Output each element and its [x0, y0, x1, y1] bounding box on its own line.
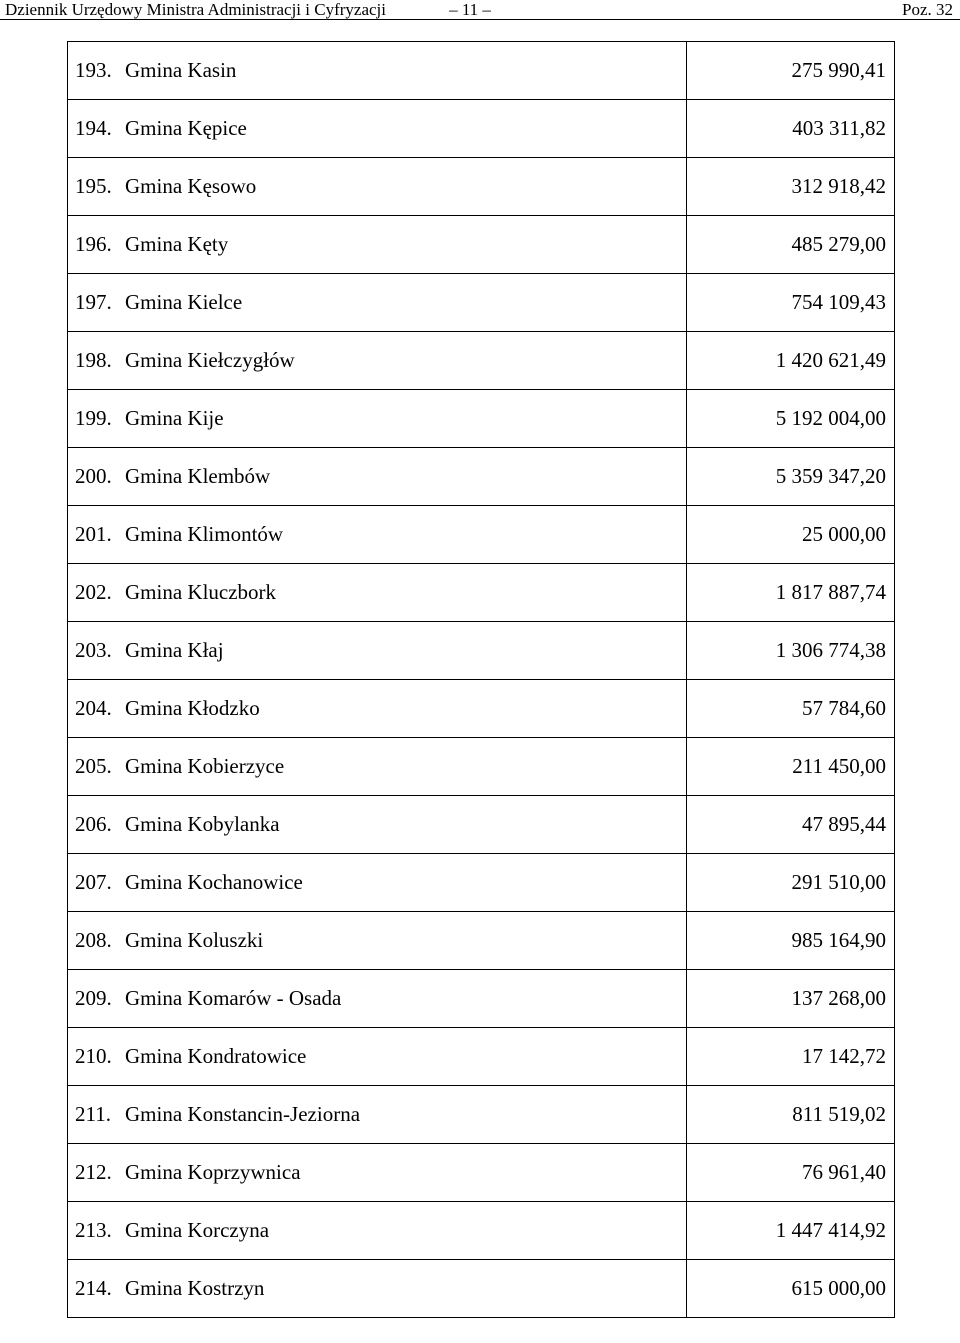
- amount-cell: 615 000,00: [687, 1260, 895, 1318]
- table-row: [68, 1028, 895, 1086]
- municipality-name: Gmina Kępice: [125, 116, 247, 140]
- row-number: 203.: [75, 638, 112, 662]
- row-number: 201.: [75, 522, 112, 546]
- row-number: 199.: [75, 406, 112, 430]
- row-number: 205.: [75, 754, 112, 778]
- municipality-cell: [68, 854, 687, 912]
- municipality-cell: [68, 680, 687, 738]
- page-header: [0, 0, 960, 20]
- row-number: 200.: [75, 464, 112, 488]
- municipality-cell: [68, 912, 687, 970]
- municipality-cell: [68, 1028, 687, 1086]
- amount-cell: 1 306 774,38: [687, 622, 895, 680]
- page-number: – 11 –: [449, 0, 491, 19]
- municipality-name: Gmina Kiełczygłów: [125, 348, 295, 372]
- municipality-name: Gmina Klembów: [125, 464, 271, 488]
- table-row: [68, 100, 895, 158]
- municipality-name: Gmina Konstancin-Jeziorna: [125, 1102, 361, 1126]
- amount-cell: 17 142,72: [687, 1028, 895, 1086]
- table-row: [68, 158, 895, 216]
- municipality-name: Gmina Kondratowice: [125, 1044, 307, 1068]
- table-row: [68, 738, 895, 796]
- municipality-name: Gmina Kobierzyce: [125, 754, 285, 778]
- municipality-cell: [68, 216, 687, 274]
- row-number: 206.: [75, 812, 112, 836]
- amount-cell: 312 918,42: [687, 158, 895, 216]
- row-number: 209.: [75, 986, 112, 1010]
- row-number: 212.: [75, 1160, 112, 1184]
- municipality-cell: [68, 564, 687, 622]
- amount-cell: 811 519,02: [687, 1086, 895, 1144]
- municipality-name: Gmina Kochanowice: [125, 870, 303, 894]
- municipality-cell: [68, 1086, 687, 1144]
- amount-cell: 754 109,43: [687, 274, 895, 332]
- amount-cell: 1 420 621,49: [687, 332, 895, 390]
- row-number: 194.: [75, 116, 112, 140]
- municipality-name: Gmina Kasin: [125, 58, 237, 82]
- municipality-name: Gmina Kije: [125, 406, 224, 430]
- municipality-cell: [68, 448, 687, 506]
- municipality-name: Gmina Kobylanka: [125, 812, 280, 836]
- amount-cell: 1 447 414,92: [687, 1202, 895, 1260]
- table-row: [68, 912, 895, 970]
- municipality-name: Gmina Kluczbork: [125, 580, 277, 604]
- municipality-name: Gmina Kęsowo: [125, 174, 257, 198]
- municipality-name: Gmina Koprzywnica: [125, 1160, 301, 1184]
- municipality-cell: [68, 796, 687, 854]
- municipality-cell: [68, 274, 687, 332]
- municipality-cell: [68, 42, 687, 100]
- municipality-cell: [68, 970, 687, 1028]
- amount-cell: 485 279,00: [687, 216, 895, 274]
- table-row: [68, 274, 895, 332]
- table-row: [68, 506, 895, 564]
- municipality-name: Gmina Kłaj: [125, 638, 224, 662]
- table-row: [68, 796, 895, 854]
- allocation-table: [67, 41, 895, 1318]
- amount-cell: 1 817 887,74: [687, 564, 895, 622]
- table-row: [68, 1202, 895, 1260]
- row-number: 208.: [75, 928, 112, 952]
- table-row: [68, 1260, 895, 1318]
- amount-cell: 47 895,44: [687, 796, 895, 854]
- table-row: [68, 680, 895, 738]
- amount-cell: 275 990,41: [687, 42, 895, 100]
- municipality-cell: [68, 506, 687, 564]
- amount-cell: 76 961,40: [687, 1144, 895, 1202]
- municipality-cell: [68, 390, 687, 448]
- header-divider: [0, 19, 960, 20]
- position-number: Poz. 32: [902, 0, 953, 19]
- municipality-name: Gmina Kostrzyn: [125, 1276, 265, 1300]
- row-number: 197.: [75, 290, 112, 314]
- municipality-cell: [68, 1144, 687, 1202]
- amount-cell: 25 000,00: [687, 506, 895, 564]
- table-row: [68, 622, 895, 680]
- municipality-cell: [68, 332, 687, 390]
- row-number: 204.: [75, 696, 112, 720]
- municipality-cell: [68, 622, 687, 680]
- row-number: 195.: [75, 174, 112, 198]
- row-number: 213.: [75, 1218, 112, 1242]
- row-number: 210.: [75, 1044, 112, 1068]
- amount-cell: 985 164,90: [687, 912, 895, 970]
- amount-cell: 137 268,00: [687, 970, 895, 1028]
- amount-cell: 5 192 004,00: [687, 390, 895, 448]
- municipality-name: Gmina Klimontów: [125, 522, 284, 546]
- municipality-name: Gmina Kłodzko: [125, 696, 260, 720]
- table-row: [68, 390, 895, 448]
- row-number: 193.: [75, 58, 112, 82]
- municipality-name: Gmina Korczyna: [125, 1218, 270, 1242]
- municipality-name: Gmina Komarów - Osada: [125, 986, 342, 1010]
- municipality-name: Gmina Kielce: [125, 290, 243, 314]
- table-body: [68, 42, 895, 1318]
- row-number: 196.: [75, 232, 112, 256]
- row-number: 198.: [75, 348, 112, 372]
- journal-title: Dziennik Urzędowy Ministra Administracji i Cyfryzacji: [5, 0, 386, 19]
- table-row: [68, 854, 895, 912]
- table-row: [68, 564, 895, 622]
- row-number: 207.: [75, 870, 112, 894]
- amount-cell: 403 311,82: [687, 100, 895, 158]
- table-row: [68, 1144, 895, 1202]
- table-row: [68, 332, 895, 390]
- table-row: [68, 970, 895, 1028]
- table-row: [68, 1086, 895, 1144]
- municipality-name: Gmina Koluszki: [125, 928, 264, 952]
- amount-cell: 291 510,00: [687, 854, 895, 912]
- municipality-cell: [68, 1202, 687, 1260]
- table-row: [68, 216, 895, 274]
- table-row: [68, 448, 895, 506]
- municipality-cell: [68, 738, 687, 796]
- municipality-cell: [68, 158, 687, 216]
- row-number: 211.: [75, 1102, 111, 1126]
- table-row: [68, 42, 895, 100]
- row-number: 214.: [75, 1276, 112, 1300]
- municipality-cell: [68, 100, 687, 158]
- municipality-cell: [68, 1260, 687, 1318]
- municipality-name: Gmina Kęty: [125, 232, 229, 256]
- amount-cell: 5 359 347,20: [687, 448, 895, 506]
- amount-cell: 211 450,00: [687, 738, 895, 796]
- row-number: 202.: [75, 580, 112, 604]
- amount-cell: 57 784,60: [687, 680, 895, 738]
